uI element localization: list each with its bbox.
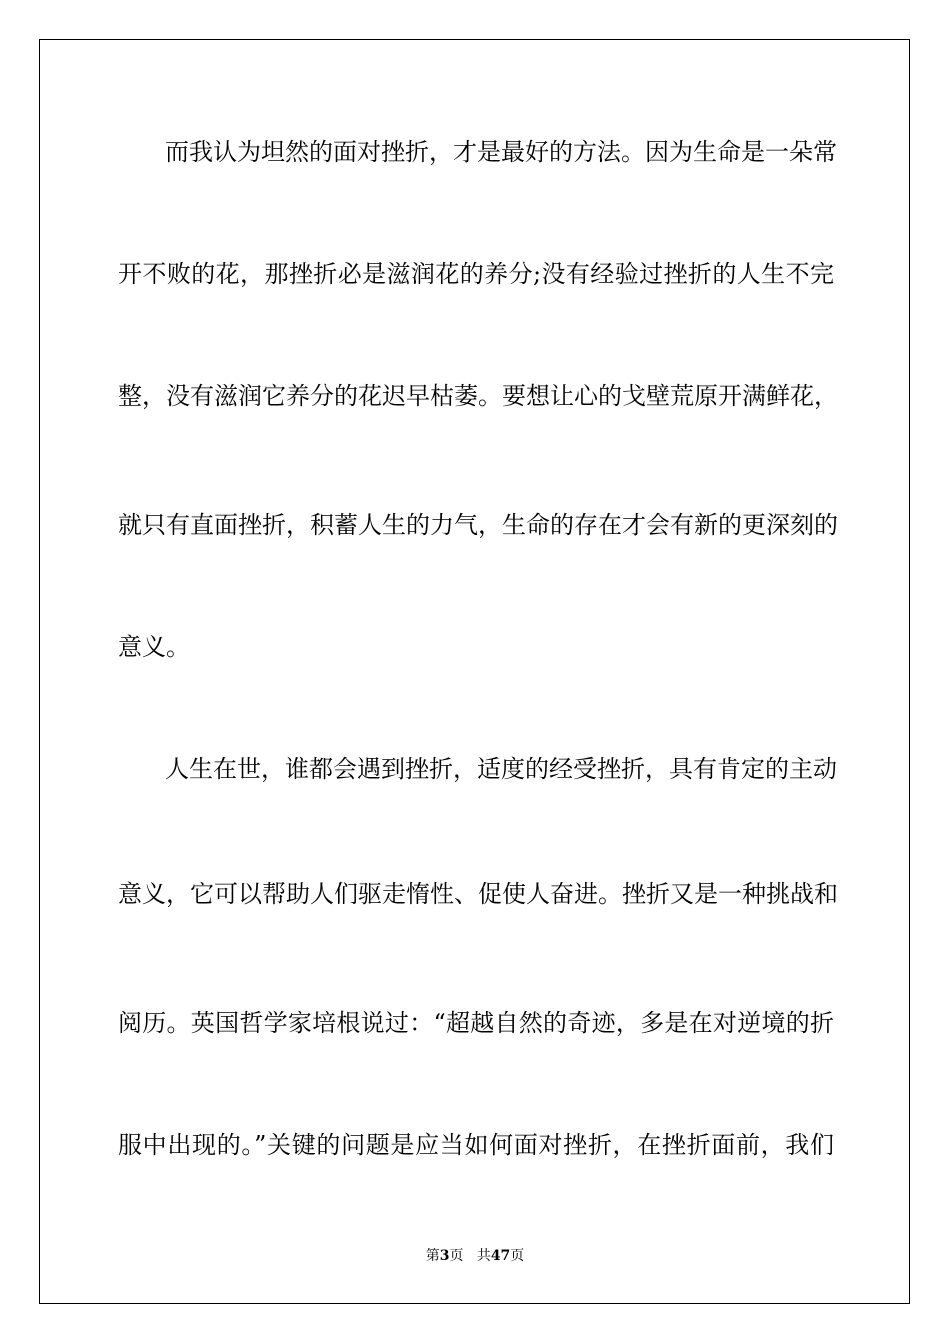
text-line: 而我认为坦然的面对挫折，才是最好的方法。因为生命是一朵常 — [165, 138, 837, 166]
text-line: 意义，它可以帮助人们驱走惰性、促使人奋进。挫折又是一种挑战和 — [118, 880, 838, 908]
page-number: 3 — [439, 1248, 450, 1264]
page-border — [39, 39, 910, 1304]
text-line: 意义。 — [118, 633, 190, 661]
text-line: 整，没有滋润它养分的花迟早枯萎。要想让心的戈壁荒原开满鲜花， — [118, 382, 838, 410]
text-line: 开不败的花，那挫折必是滋润花的养分;没有经验过挫折的人生不完 — [118, 260, 834, 288]
text-line: 人生在世，谁都会遇到挫折，适度的经受挫折，具有肯定的主动 — [165, 755, 837, 783]
text-line: 就只有直面挫折，积蓄人生的力气，生命的存在才会有新的更深刻的 — [118, 511, 838, 539]
page-prefix: 第 — [425, 1248, 440, 1264]
page-suffix: 页 — [449, 1248, 464, 1264]
text-line: 服中出现的。”关键的问题是应当如何面对挫折，在挫折面前，我们 — [118, 1131, 834, 1159]
total-suffix: 页 — [510, 1248, 525, 1264]
text-line: 阅历。英国哲学家培根说过：“超越自然的奇迹，多是在对逆境的折 — [118, 1009, 834, 1037]
total-prefix: 共 — [476, 1248, 491, 1264]
total-pages: 47 — [490, 1248, 511, 1264]
page-footer — [0, 1246, 950, 1266]
